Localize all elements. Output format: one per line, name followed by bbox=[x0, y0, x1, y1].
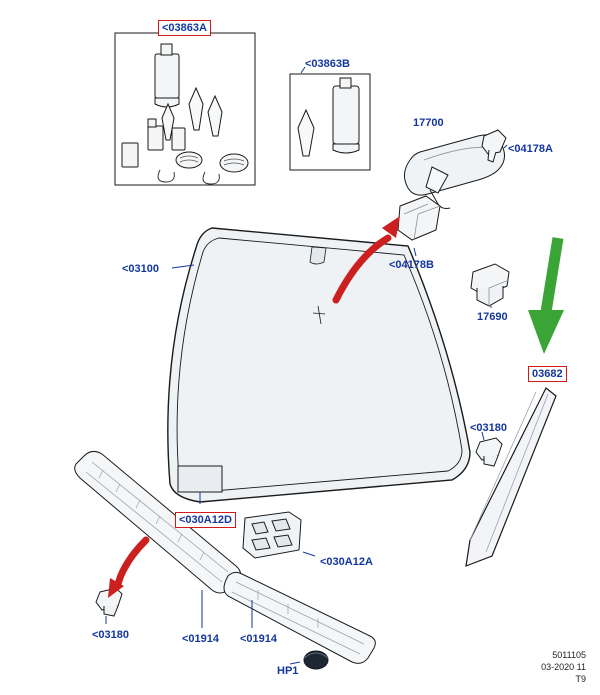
callout-cowl-bracket: <030A12A bbox=[320, 556, 373, 568]
footer-revision: T9 bbox=[575, 674, 586, 684]
callout-vin-plate: <030A12D bbox=[175, 512, 236, 528]
red-arrow-down-left bbox=[108, 540, 146, 598]
callout-mirror-cover-a: <04178A bbox=[508, 143, 553, 155]
rearview-mirror-group bbox=[398, 130, 507, 256]
washer-kit-group bbox=[115, 29, 255, 185]
callout-cowl-panel-right: <01914 bbox=[240, 633, 278, 645]
callout-sensor-bracket: 17690 bbox=[477, 311, 508, 323]
cowl-bracket-group bbox=[243, 512, 315, 558]
washer-bottle-group bbox=[290, 67, 370, 170]
sensor-bracket-group bbox=[471, 264, 509, 308]
footer-date: 03-2020 11 bbox=[541, 662, 586, 672]
callout-a-pillar-trim: 03682 bbox=[528, 366, 567, 382]
cowl-panel-right-group bbox=[224, 572, 375, 663]
callout-windshield: <03100 bbox=[122, 263, 160, 275]
callout-washer-bottle: <03863B bbox=[305, 58, 350, 70]
green-arrow-down bbox=[528, 238, 564, 354]
callout-clip-right: <03180 bbox=[470, 422, 508, 434]
callout-clip-left: <03180 bbox=[92, 629, 130, 641]
callout-mirror-cover-b: <04178B bbox=[389, 259, 434, 271]
footer-drawing-number: 5011105 bbox=[552, 650, 586, 660]
callout-mirror: 17700 bbox=[413, 117, 444, 129]
clip-right-group bbox=[476, 432, 502, 466]
callout-washer-kit: <03863A bbox=[158, 20, 211, 36]
a-pillar-trim-group bbox=[466, 388, 556, 566]
callout-cowl-panel-left: <01914 bbox=[182, 633, 220, 645]
callout-hp1-grommet: HP1 bbox=[277, 665, 299, 677]
drawing-footer bbox=[541, 649, 586, 685]
